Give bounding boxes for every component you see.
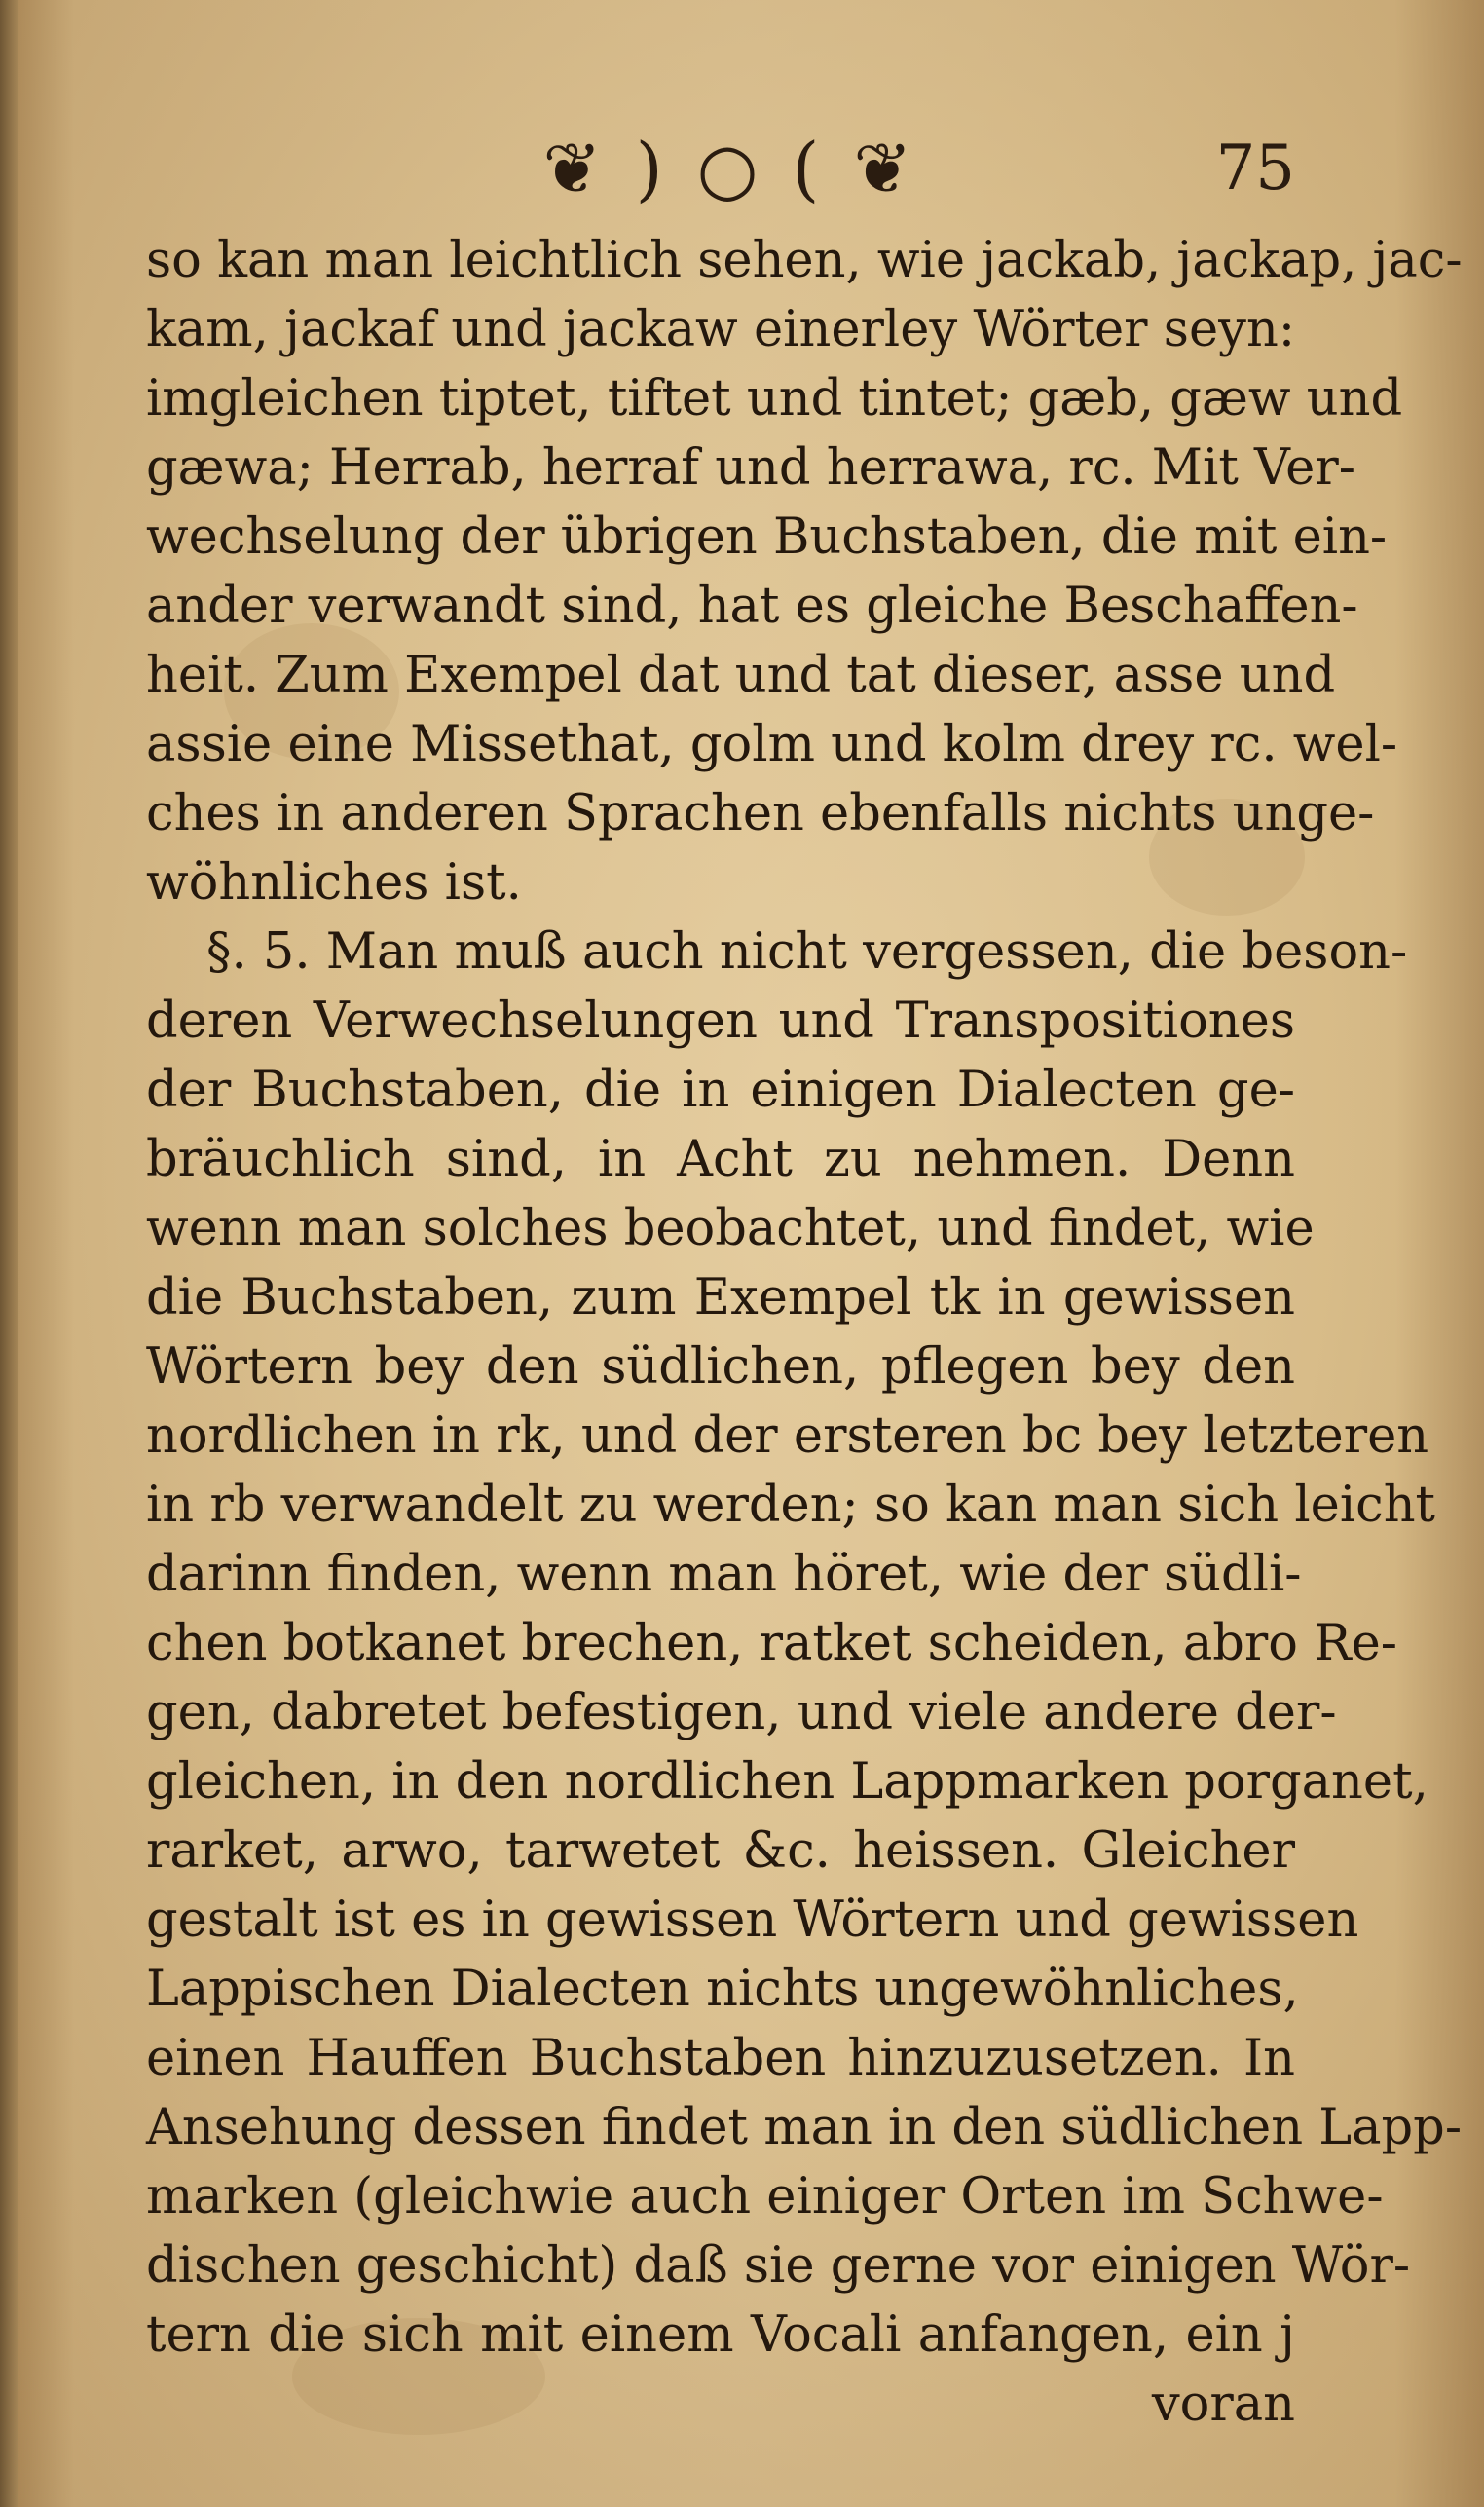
text-line: rarket, arwo, tarwetet &c. heissen. Gleicher xyxy=(146,1822,1295,1880)
text-line: Wörtern bey den südlichen, pflegen bey den xyxy=(146,1338,1295,1396)
header-ornament: ❦ ) ○ ( ❦ xyxy=(542,128,918,209)
text-line: Lappischen Dialecten nichts ungewöhnliches, xyxy=(146,1961,1299,2018)
text-line: imgleichen tiptet, tiftet und tintet; gæb, gæw und xyxy=(146,370,1403,428)
text-line: der Buchstaben, die in einigen Dialecten ge- xyxy=(146,1062,1295,1119)
page-header xyxy=(0,115,1484,222)
text-line: ches in anderen Sprachen ebenfalls nichts unge- xyxy=(146,785,1375,842)
text-line: dischen geschicht) daß sie gerne vor einigen Wör- xyxy=(146,2237,1411,2295)
text-line: wechselung der übrigen Buchstaben, die mit ein- xyxy=(146,508,1388,566)
body-text xyxy=(146,226,1463,2439)
text-line: nordlichen in rk, und der ersteren bc bey letzteren xyxy=(146,1407,1429,1465)
page-number: 75 xyxy=(1215,132,1295,205)
text-line: in rb verwandelt zu werden; so kan man sich leicht xyxy=(146,1477,1436,1534)
text-line: Ansehung dessen findet man in den südlichen Lapp- xyxy=(146,2099,1463,2156)
text-line: wöhnliches ist. xyxy=(146,854,522,912)
page-gutter-edge xyxy=(0,0,18,2507)
text-line: ander verwandt sind, hat es gleiche Beschaffen- xyxy=(146,578,1358,635)
text-line: wenn man solches beobachtet, und findet, wie xyxy=(146,1200,1315,1257)
text-line: chen botkanet brechen, ratket scheiden, abro Re- xyxy=(146,1615,1398,1672)
text-line: einen Hauffen Buchstaben hinzuzusetzen. In xyxy=(146,2030,1295,2087)
text-line: bräuchlich sind, in Acht zu nehmen. Denn xyxy=(146,1131,1295,1188)
catchword: voran xyxy=(1151,2376,1295,2433)
text-line: gestalt ist es in gewissen Wörtern und gewissen xyxy=(146,1891,1359,1949)
text-line: heit. Zum Exempel dat und tat dieser, asse und xyxy=(146,647,1336,704)
text-line: darinn finden, wenn man höret, wie der südli- xyxy=(146,1546,1302,1603)
text-line: so kan man leichtlich sehen, wie jackab, jackap, jac- xyxy=(146,232,1463,289)
text-line: deren Verwechselungen und Transpositiones xyxy=(146,992,1295,1050)
text-line: gleichen, in den nordlichen Lappmarken porganet, xyxy=(146,1753,1428,1811)
text-line: kam, jackaf und jackaw einerley Wörter seyn: xyxy=(146,301,1295,358)
text-line: die Buchstaben, zum Exempel tk in gewissen xyxy=(146,1269,1295,1327)
text-line: tern die sich mit einem Vocali anfangen, ein j xyxy=(146,2306,1295,2364)
text-line: assie eine Missethat, golm und kolm drey rc. wel- xyxy=(146,716,1398,773)
text-line: gæwa; Herrab, herraf und herrawa, rc. Mit Ver- xyxy=(146,439,1355,497)
section-start-line: §. 5. Man muß auch nicht vergessen, die beson- xyxy=(206,923,1408,981)
text-line: marken (gleichwie auch einiger Orten im Schwe- xyxy=(146,2168,1384,2226)
text-line: gen, dabretet befestigen, und viele andere der- xyxy=(146,1684,1337,1741)
